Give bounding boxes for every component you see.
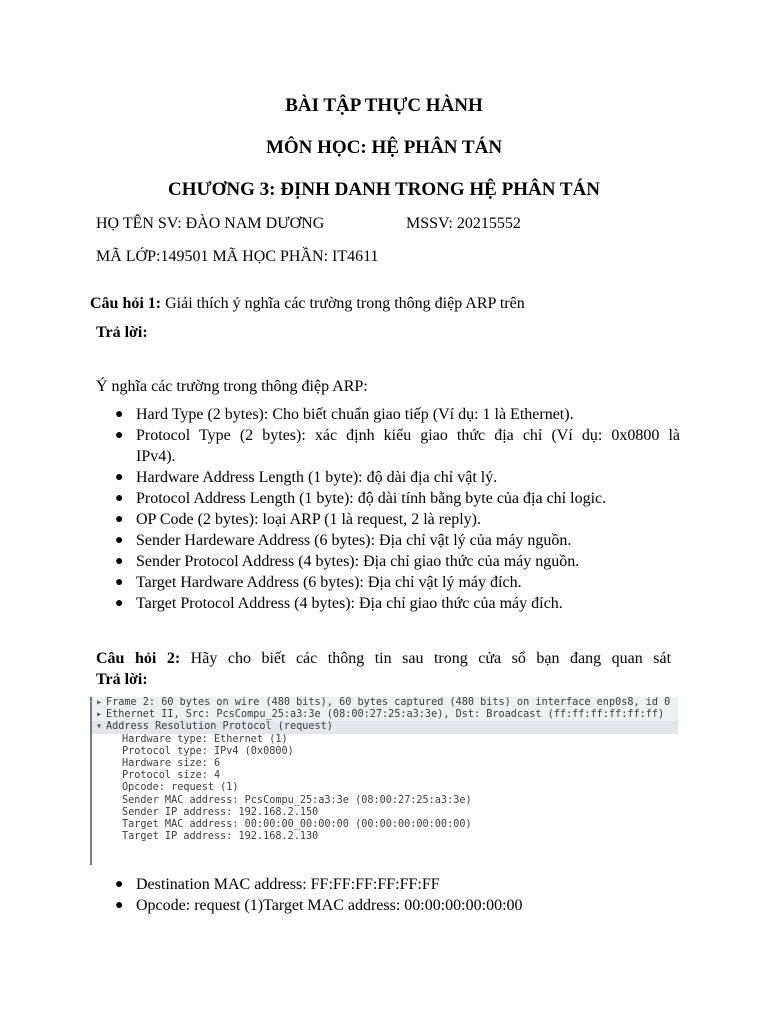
- tree-row-field[interactable]: Sender MAC address: PcsCompu_25:a3:3e (08:00:27:25:a3:3e): [122, 794, 472, 806]
- bullet-icon: ●: [115, 470, 124, 485]
- student-name: HỌ TÊN SV: ĐÀO NAM DƯƠNG: [96, 215, 325, 232]
- answer-2-label: Trả lời:: [96, 671, 148, 688]
- chapter-title: CHƯƠNG 3: ĐỊNH DANH TRONG HỆ PHÂN TÁN: [168, 179, 600, 200]
- list-item: ● Target Protocol Address (4 bytes): Địa chỉ giao thức của máy đích.: [115, 595, 563, 612]
- list-item: ● Hardware Address Length (1 byte): độ dài địa chỉ vật lý.: [115, 469, 498, 486]
- packet-details-pane: [90, 697, 678, 865]
- list-item: ● Protocol Address Length (1 byte): độ dài tính bằng byte của địa chỉ logic.: [115, 490, 607, 507]
- list-item: ● Sender Hardeware Address (6 bytes): Địa chỉ vật lý của máy nguồn.: [115, 532, 572, 549]
- tree-row-field[interactable]: Hardware type: Ethernet (1): [122, 733, 288, 745]
- list-item: ● Destination MAC address: FF:FF:FF:FF:FF:FF: [115, 876, 440, 893]
- answer-2-list: [115, 874, 680, 916]
- list-item: ● Hard Type (2 bytes): Cho biết chuẩn giao tiếp (Ví dụ: 1 là Ethernet).: [115, 406, 574, 423]
- question-1-text: Giải thích ý nghĩa các trường trong thông điệp ARP trên: [161, 295, 525, 312]
- tree-row-field[interactable]: Protocol size: 4: [122, 770, 221, 782]
- doc-title: BÀI TẬP THỰC HÀNH: [285, 95, 483, 116]
- bullet-icon: ●: [115, 554, 124, 569]
- list-item: ● Opcode: request (1)Target MAC address: 00:00:00:00:00:00: [115, 897, 523, 914]
- tree-row-field[interactable]: Hardware size: 6: [122, 757, 221, 769]
- collapse-arrow-icon[interactable]: ▾: [96, 721, 103, 733]
- tree-row-arp[interactable]: ▾ Address Resolution Protocol (request): [92, 721, 678, 733]
- bullet-icon: ●: [115, 877, 124, 892]
- question-2: [96, 648, 671, 669]
- list-item: ● Sender Protocol Address (4 bytes): Địa chỉ giao thức của máy nguồn.: [115, 553, 580, 570]
- bullet-icon: ●: [115, 898, 124, 913]
- bullet-icon: ●: [115, 596, 124, 611]
- bullet-icon: ●: [115, 575, 124, 590]
- bullet-icon: ●: [115, 407, 124, 422]
- tree-row-field[interactable]: Sender IP address: 192.168.2.150: [122, 806, 319, 818]
- expand-arrow-icon[interactable]: ▸: [96, 697, 103, 708]
- list-item: ● Target Hardware Address (6 bytes): Địa chỉ vật lý máy đích.: [115, 574, 522, 591]
- bullet-icon: ●: [115, 512, 124, 527]
- list-item: ● OP Code (2 bytes): loại ARP (1 là request, 2 là reply).: [115, 511, 481, 528]
- tree-row-field[interactable]: Target IP address: 192.168.2.130: [122, 831, 319, 843]
- expand-arrow-icon[interactable]: ▸: [96, 709, 103, 721]
- tree-row-field[interactable]: Opcode: request (1): [122, 782, 239, 794]
- tree-row-field[interactable]: Target MAC address: 00:00:00_00:00:00 (00:00:00:00:00:00): [122, 818, 472, 830]
- arp-field-list: [115, 404, 680, 614]
- course-title: MÔN HỌC: HỆ PHÂN TÁN: [265, 137, 503, 158]
- question-2-label: Câu hỏi 2:: [96, 650, 181, 667]
- bullet-icon: ●: [115, 533, 124, 548]
- student-id: MSSV: 20215552: [406, 215, 521, 232]
- bullet-icon: ●: [115, 491, 124, 506]
- answer-1-label: Trả lời:: [96, 324, 148, 341]
- list-item: ● Protocol Type (2 bytes): xác định kiểu giao thức địa chỉ (Ví dụ: 0x0800 là IPv4).: [115, 427, 680, 465]
- tree-row-frame[interactable]: ▸ Frame 2: 60 bytes on wire (480 bits), 60 bytes captured (480 bits) on interface enp0s8, id 0: [92, 697, 678, 709]
- class-info: MÃ LỚP:149501 MÃ HỌC PHẦN: IT4611: [96, 248, 379, 265]
- question-2-text: Hãy cho biết các thông tin sau trong cửa sổ bạn đang quan sát: [190, 650, 672, 667]
- bullet-icon: ●: [115, 428, 124, 443]
- answer-1-intro: Ý nghĩa các trường trong thông điệp ARP:: [96, 378, 368, 395]
- tree-row-ethernet[interactable]: ▸ Ethernet II, Src: PcsCompu_25:a3:3e (08:00:27:25:a3:3e), Dst: Broadcast (ff:ff:ff:ff:ff:ff): [92, 709, 678, 721]
- tree-row-field[interactable]: Protocol type: IPv4 (0x0800): [122, 745, 294, 757]
- question-1-label: Câu hỏi 1:: [90, 295, 162, 312]
- question-1: [90, 293, 525, 314]
